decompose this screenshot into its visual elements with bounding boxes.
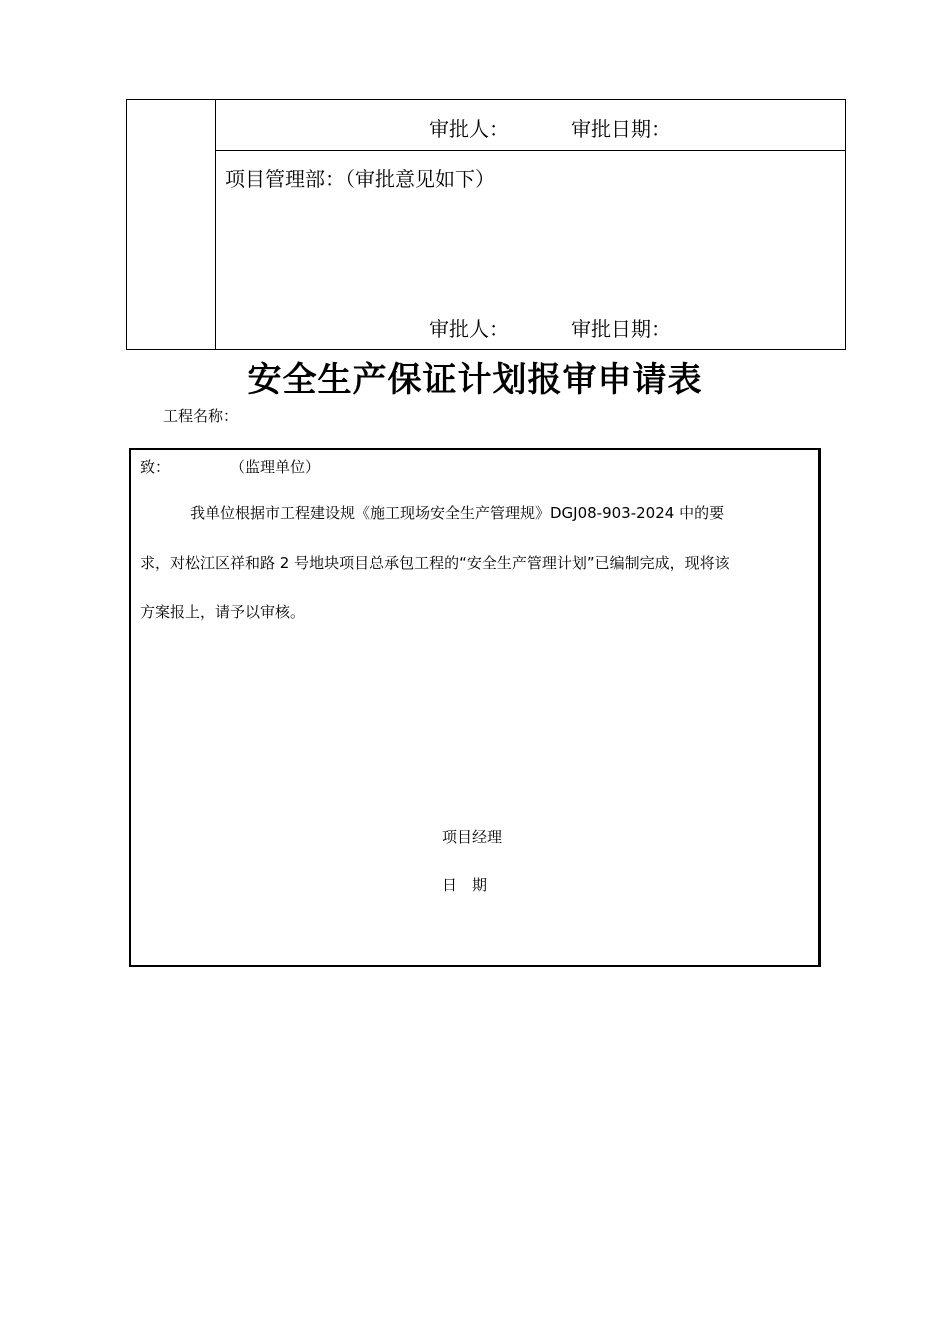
approver-label: 审批人： [429,317,509,341]
body-line-1: 我单位根据市工程建设规《施工现场安全生产管理规》DGJ08-903-2024 中的要 [190,504,725,522]
supervisor-unit-label: （监理单位） [230,458,321,476]
approval-date-label: 审批日期： [571,117,671,141]
approval-table-left-column [127,100,216,349]
body-line-3: 方案报上，请予以审核。 [140,603,306,621]
to-label: 致： [140,458,171,476]
approver-label: 审批人： [429,117,509,141]
approval-table [126,99,846,350]
project-management-heading: 项目管理部：（审批意见如下） [225,167,495,191]
application-box [129,448,821,967]
project-manager-label: 项目经理 [442,828,503,846]
page-title: 安全生产保证计划报审申请表 [247,360,703,400]
approval-row-1 [216,100,845,151]
approval-date-label: 审批日期： [571,317,671,341]
approval-row-project-management [216,151,845,349]
project-name-label: 工程名称： [163,407,239,425]
date-label: 日 期 [442,876,488,894]
body-line-2: 求，对松江区祥和路 2 号地块项目总承包工程的“安全生产管理计划”已编制完成，现将该 [140,554,730,572]
